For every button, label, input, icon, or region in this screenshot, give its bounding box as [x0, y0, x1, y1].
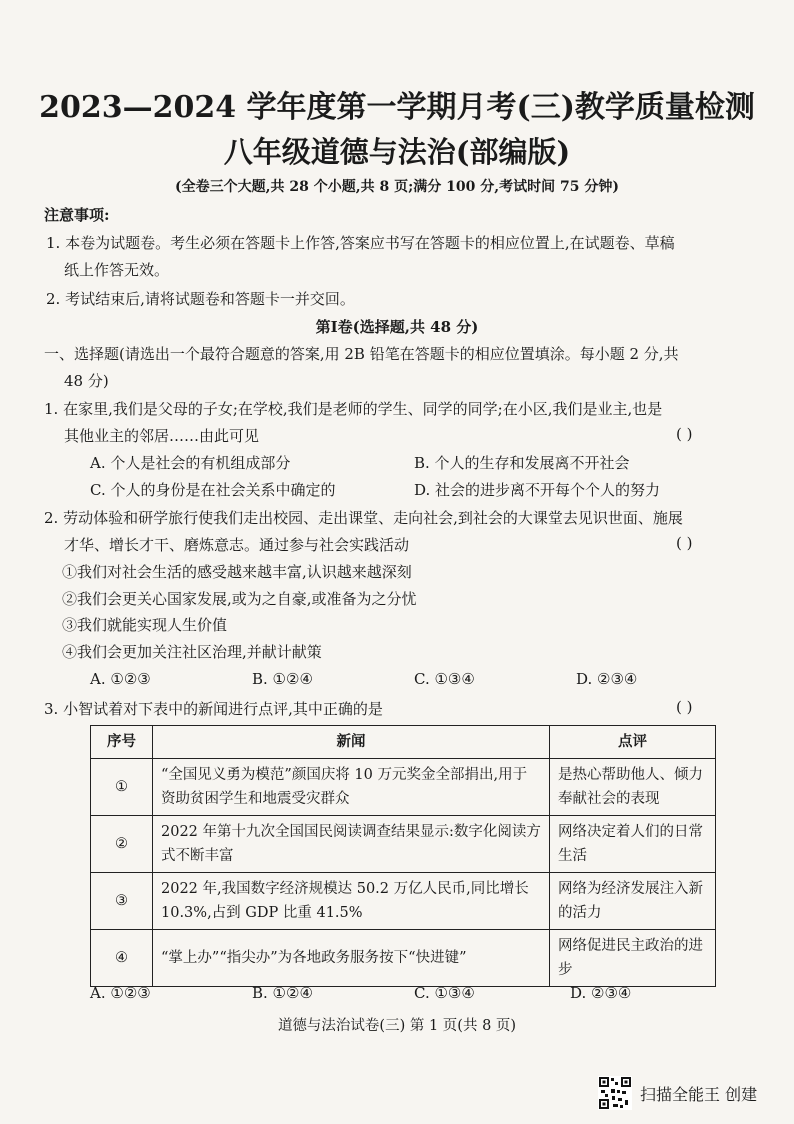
exam-info: (全卷三个大题,共 28 个小题,共 8 页;满分 100 分,考试时间 75 分钟): [175, 179, 619, 195]
row-news: 2022 年,我国数字经济规模达 50.2 万亿人民币,同比增长 10.3%,占到 GDP 比重 41.5%: [153, 873, 550, 930]
row-number: ④: [91, 930, 153, 987]
news-table: [90, 725, 716, 987]
row-comment: 网络决定着人们的日常生活: [550, 816, 716, 873]
page-footer: 道德与法治试卷(三) 第 1 页(共 8 页): [277, 1018, 517, 1034]
header-comment: 点评: [550, 726, 716, 759]
q2-stem-cont: 才华、增长才干、磨炼意志。通过参与社会实践活动: [64, 536, 410, 554]
notice-item-1-cont: 纸上作答无效。: [64, 261, 170, 279]
row-news: “全国见义勇为模范”颜国庆将 10 万元奖金全部捐出,用于资助贫困学生和地震受灾群众: [153, 759, 550, 816]
q1-stem: 1. 在家里,我们是父母的子女;在学校,我们是老师的学生、同学的同学;在小区,我们是业主,也是: [44, 400, 663, 418]
notice-heading: 注意事项:: [44, 206, 110, 224]
part1-heading: 第Ⅰ卷(选择题,共 48 分): [315, 318, 479, 336]
row-news: 2022 年第十九次全国国民阅读调查结果显示:数字化阅读方式不断丰富: [153, 816, 550, 873]
header-news: 新闻: [153, 726, 550, 759]
q1-option-c: C. 个人的身份是在社会关系中确定的: [90, 481, 336, 499]
section1-instructions: 一、选择题(请选出一个最符合题意的答案,用 2B 铅笔在答题卡的相应位置填涂。每小题 2 分,共: [44, 345, 679, 363]
q2-statement-1: ①我们对社会生活的感受越来越丰富,认识越来越深刻: [62, 563, 412, 581]
row-number: ①: [91, 759, 153, 816]
row-news: “掌上办”“指尖办”为各地政务服务按下“快进键”: [153, 930, 550, 987]
q2-option-d: D. ②③④: [576, 670, 638, 688]
q3-option-d: D. ②③④: [570, 984, 632, 1002]
q3-stem: 3. 小智试着对下表中的新闻进行点评,其中正确的是: [44, 700, 383, 718]
q1-stem-cont: 其他业主的邻居……由此可见: [64, 427, 260, 445]
q1-answer-paren: ( ): [676, 425, 693, 443]
table-row: [91, 930, 716, 987]
q2-statement-2: ②我们会更关心国家发展,或为之自豪,或准备为之分忧: [62, 590, 417, 608]
row-number: ②: [91, 816, 153, 873]
section1-instructions-cont: 48 分): [64, 372, 109, 390]
row-comment: 网络促进民主政治的进步: [550, 930, 716, 987]
table-row: [91, 873, 716, 930]
q2-option-c: C. ①③④: [414, 670, 475, 688]
q3-option-a: A. ①②③: [90, 984, 151, 1002]
table-header-row: [91, 726, 716, 759]
qr-code-icon: [598, 1076, 632, 1110]
notice-item-1: 1. 本卷为试题卷。考生必须在答题卡上作答,答案应书写在答题卡的相应位置上,在试题卷、草稿: [46, 234, 675, 252]
header-number: 序号: [91, 726, 153, 759]
notice-item-2: 2. 考试结束后,请将试题卷和答题卡一并交回。: [46, 290, 355, 308]
scanner-watermark: 扫描全能王 创建: [640, 1085, 758, 1104]
exam-subject: 八年级道德与法治(部编版): [223, 135, 571, 169]
q2-statement-3: ③我们就能实现人生价值: [62, 616, 228, 634]
q1-option-a: A. 个人是社会的有机组成部分: [90, 454, 291, 472]
q3-option-c: C. ①③④: [414, 984, 475, 1002]
row-comment: 网络为经济发展注入新的活力: [550, 873, 716, 930]
q2-stem: 2. 劳动体验和研学旅行使我们走出校园、走出课堂、走向社会,到社会的大课堂去见识世面、施展: [44, 509, 683, 527]
q2-statement-4: ④我们会更加关注社区治理,并献计献策: [62, 643, 322, 661]
q1-option-b: B. 个人的生存和发展离不开社会: [414, 454, 630, 472]
q3-option-b: B. ①②④: [252, 984, 313, 1002]
q2-option-b: B. ①②④: [252, 670, 313, 688]
q3-answer-paren: ( ): [676, 698, 693, 716]
exam-title: 2023—2024 学年度第一学期月考(三)教学质量检测: [39, 90, 755, 125]
q2-answer-paren: ( ): [676, 534, 693, 552]
row-number: ③: [91, 873, 153, 930]
row-comment: 是热心帮助他人、倾力奉献社会的表现: [550, 759, 716, 816]
table-row: [91, 816, 716, 873]
q1-option-d: D. 社会的进步离不开每个个人的努力: [414, 481, 661, 499]
table-row: [91, 759, 716, 816]
q2-option-a: A. ①②③: [90, 670, 151, 688]
